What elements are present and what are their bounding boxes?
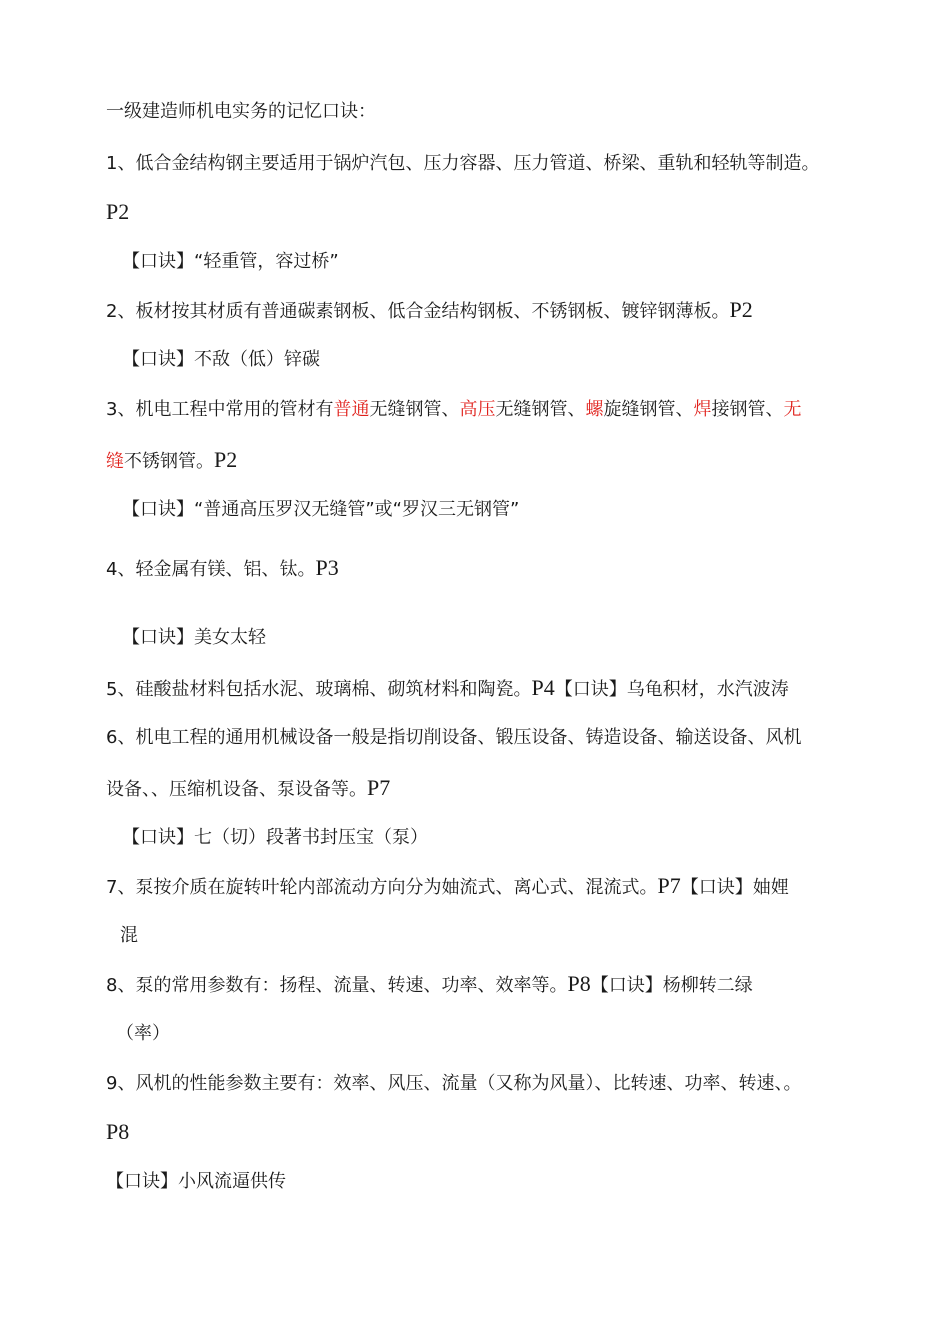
item-3-highlight: 高压 xyxy=(459,399,496,420)
item-5-row xyxy=(106,676,789,702)
item-6-page: P7 xyxy=(367,775,391,800)
item-2-page: P2 xyxy=(729,297,753,322)
item-3-page: P2 xyxy=(214,447,238,472)
item-9-page: P8 xyxy=(106,1119,130,1144)
item-7-page: P7 xyxy=(657,873,681,898)
item-3-highlight: 普通 xyxy=(333,399,370,420)
item-7-mnemonic-cont: 混 xyxy=(120,925,138,946)
item-3-highlight: 焊 xyxy=(693,399,712,420)
document-title: 一级建造师机电实务的记忆口诀： xyxy=(106,101,376,122)
item-2-text: 2、板材按其材质有普通碳素钢板、低合金结构钢板、不锈钢板、镀锌钢薄板。 xyxy=(106,301,730,322)
item-8-mnemonic: 【口诀】杨柳转二绿 xyxy=(590,975,753,996)
item-5-text: 5、硅酸盐材料包括水泥、玻璃棉、砌筑材料和陶瓷。 xyxy=(106,679,532,700)
item-8-row xyxy=(106,972,753,998)
item-4-text: 4、轻金属有镁、铝、钛。 xyxy=(106,559,316,580)
item-7-row xyxy=(106,874,789,900)
item-3-text-part: 无缝钢管、 xyxy=(495,399,586,420)
item-3-row-1 xyxy=(106,398,801,422)
item-8-page: P8 xyxy=(567,971,591,996)
item-6-text-2: 设备、、压缩机设备、泵设备等。 xyxy=(106,779,367,800)
item-4-mnemonic: 【口诀】美女太轻 xyxy=(122,627,266,648)
item-3-text-part: 3、机电工程中常用的管材有 xyxy=(106,399,334,420)
item-3-mnemonic: 【口诀】“普通高压罗汉无缝管”或“罗汉三无钢管” xyxy=(122,499,520,520)
item-3-highlight: 螺 xyxy=(585,399,604,420)
item-3-text-part: 旋缝钢管、 xyxy=(603,399,694,420)
item-6-text: 6、机电工程的通用机械设备一般是指切削设备、锻压设备、铸造设备、输送设备、风机 xyxy=(106,727,802,748)
item-6-mnemonic: 【口诀】七（切）段著书封压宝（泵） xyxy=(122,827,428,848)
item-8-text: 8、泵的常用参数有：扬程、流量、转速、功率、效率等。 xyxy=(106,975,568,996)
item-3-text-part: 不锈钢管。 xyxy=(124,451,214,472)
item-4-row xyxy=(106,556,339,582)
item-5-mnemonic: 【口诀】乌龟积材，水汽波涛 xyxy=(554,679,789,700)
item-3-text-part: 接钢管、 xyxy=(711,399,784,420)
item-5-page: P4 xyxy=(531,675,555,700)
item-3-highlight: 无 xyxy=(783,399,802,420)
item-9-mnemonic: 【口诀】小风流逼供传 xyxy=(106,1171,286,1192)
item-6-row-2 xyxy=(106,776,390,802)
item-7-mnemonic: 【口诀】妯娌 xyxy=(680,877,789,898)
item-1-page: P2 xyxy=(106,199,130,224)
item-4-page: P3 xyxy=(315,555,339,580)
item-3-row-2 xyxy=(106,448,237,474)
item-2-row xyxy=(106,298,753,324)
item-8-mnemonic-cont: （率） xyxy=(116,1023,170,1044)
item-1-text: 1、低合金结构钢主要适用于锅炉汽包、压力容器、压力管道、桥梁、重轨和轻轨等制造。 xyxy=(106,153,820,174)
item-3-text-part: 无缝钢管、 xyxy=(369,399,460,420)
item-3-highlight: 缝 xyxy=(106,451,124,472)
item-1-mnemonic: 【口诀】“轻重管，容过桥” xyxy=(122,251,339,272)
item-9-text: 9、风机的性能参数主要有：效率、风压、流量（又称为风量）、比转速、功率、转速、。 xyxy=(106,1073,802,1094)
item-7-text: 7、泵按介质在旋转叶轮内部流动方向分为妯流式、离心式、混流式。 xyxy=(106,877,658,898)
item-2-mnemonic: 【口诀】不敌（低）锌碳 xyxy=(122,349,320,370)
